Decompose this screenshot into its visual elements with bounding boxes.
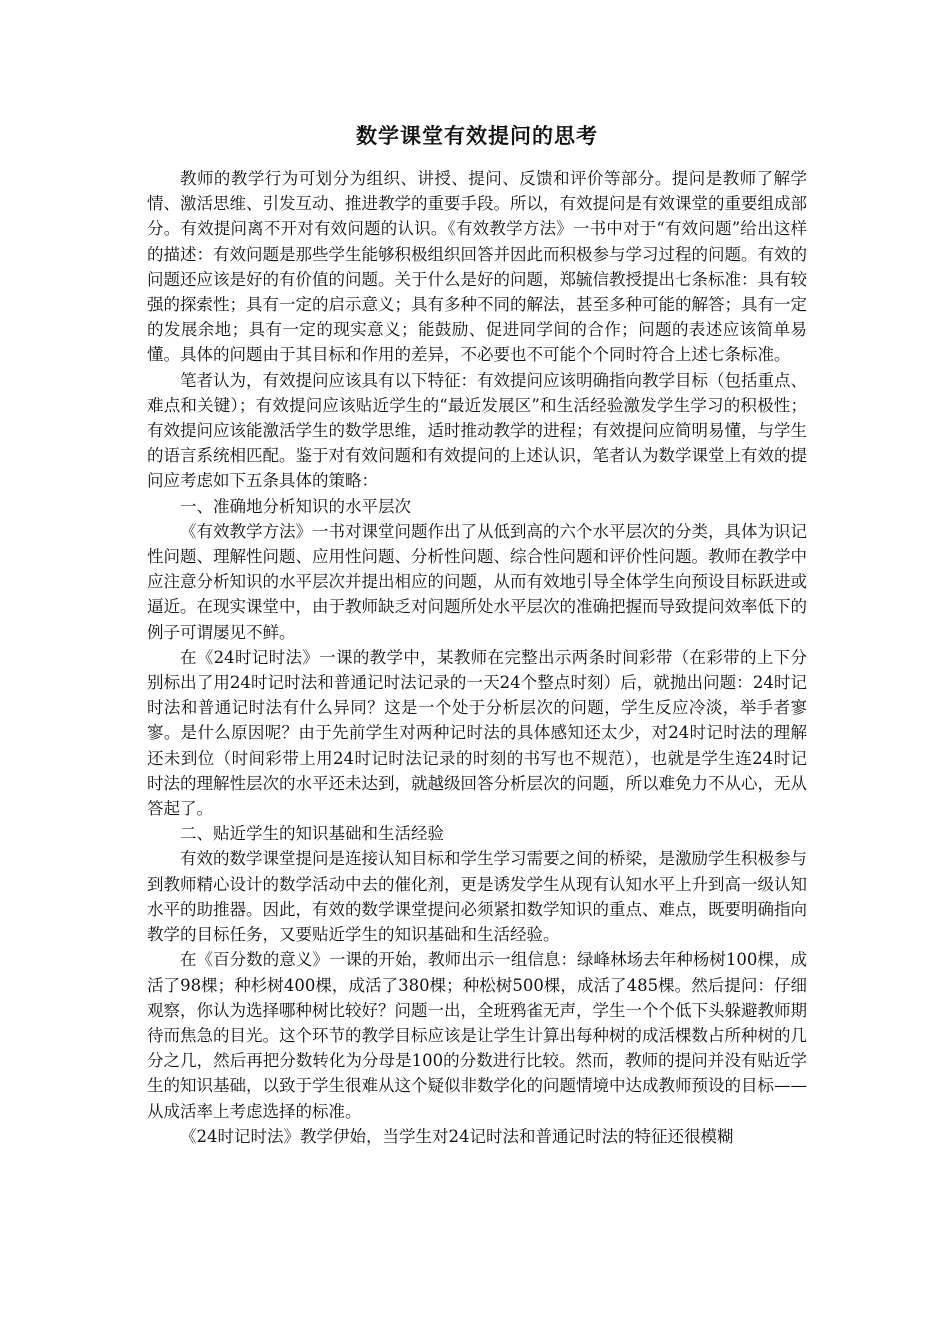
section-heading-2: 二、贴近学生的知识基础和生活经验 [180, 824, 444, 844]
paragraph-24h-example: 在《24时记时法》一课的教学中，某教师在完整出示两条时间彩带（在彩带的上下分别标出了用24时记时法和普通记时法记录的一天24个整点时刻）后，就抛出问题：24时记时法和普通记时法有什么异同？这是一个处于分析层次的问题，学生反应冷淡，举手者寥寥。是什么原因呢？由于先前学生对两种记时法的具体感知还太少，对24时记时法的理解还未到位（时间彩带上用24时记时法记录的时刻的书写也不规范），也就是学生连24时记时法的理解性层次的水平还未达到，就越级回答分析层次的问题，所以难免力不从心，无从答起了。 [147, 647, 807, 819]
section-heading-1: 一、准确地分析知识的水平层次 [180, 496, 411, 516]
paragraph-percent-example: 在《百分数的意义》一课的开始，教师出示一组信息：绿峰林场去年种杨树100棵，成活了98棵；种杉树400棵，成活了380棵；种松树500棵，成活了485棵。然后提问：仔细观察，你认为选择哪种树比较好？问题一出，全班鸦雀无声，学生一个个低下头躲避教师期待而焦急的目光。这个环节的教学目标应该是让学生计算出每种树的成活棵数占所种树的几分之几，然后再把分数转化为分母是100的分数进行比较。然而，教师的提问并没有贴近学生的知识基础，以致于学生很难从这个疑似非数学化的问题情境中达成教师预设的目标——从成活率上考虑选择的标准。 [147, 950, 807, 1121]
document-page [147, 118, 807, 1149]
paragraph-bridge: 有效的数学课堂提问是连接认知目标和学生学习需要之间的桥梁，是激励学生积极参与到教师精心设计的数学活动中去的催化剂，更是诱发学生从现有认知水平上升到高一级认知水平的助推器。因此，有效的数学课堂提问必须紧扣数学知识的重点、难点，既要明确指向教学的目标任务，又要贴近学生的知识基础和生活经验。 [147, 849, 807, 945]
paragraph-author-view: 笔者认为，有效提问应该具有以下特征：有效提问应该明确指向教学目标（包括重点、难点和关键）；有效提问应该贴近学生的“最近发展区”和生活经验激发学生学习的积极性；有效提问应该能激活学生的数学思维，适时推动教学的进程；有效提问应简明易懂，与学生的语言系统相匹配。鉴于对有效问题和有效提问的上述认识，笔者认为数学课堂上有效的提问应考虑如下五条具体的策略： [147, 370, 807, 491]
paragraph-24h-start: 《24时记时法》教学伊始，当学生对24记时法和普通记时法的特征还很模糊 [180, 1126, 734, 1146]
document-title: 数学课堂有效提问的思考 [356, 124, 598, 148]
paragraph-intro: 教师的教学行为可划分为组织、讲授、提问、反馈和评价等部分。提问是教师了解学情、激活思维、引发互动、推进教学的重要手段。所以，有效提问是有效课堂的重要组成部分。有效提问离不开对有效问题的认识。《有效教学方法》一书中对于“有效问题”给出这样的描述：有效问题是那些学生能够积极组织回答并因此而积极参与学习过程的问题。有效的问题还应该是好的有价值的问题。关于什么是好的问题，郑毓信教授提出七条标准：具有较强的探索性；具有一定的启示意义；具有多种不同的解法，甚至多种可能的解答；具有一定的发展余地；具有一定的现实意义；能鼓励、促进同学间的合作；问题的表述应该简单易懂。具体的问题由于其目标和作用的差异，不必要也不可能个个同时符合上述七条标准。 [147, 169, 807, 365]
paragraph-levels: 《有效教学方法》一书对课堂问题作出了从低到高的六个水平层次的分类，具体为识记性问题、理解性问题、应用性问题、分析性问题、综合性问题和评价性问题。教师在教学中应注意分析知识的水平层次并提出相应的问题，从而有效地引导全体学生向预设目标跃进或逼近。在现实课堂中，由于教师缺乏对问题所处水平层次的准确把握而导致提问效率低下的例子可谓屡见不鲜。 [147, 521, 807, 642]
